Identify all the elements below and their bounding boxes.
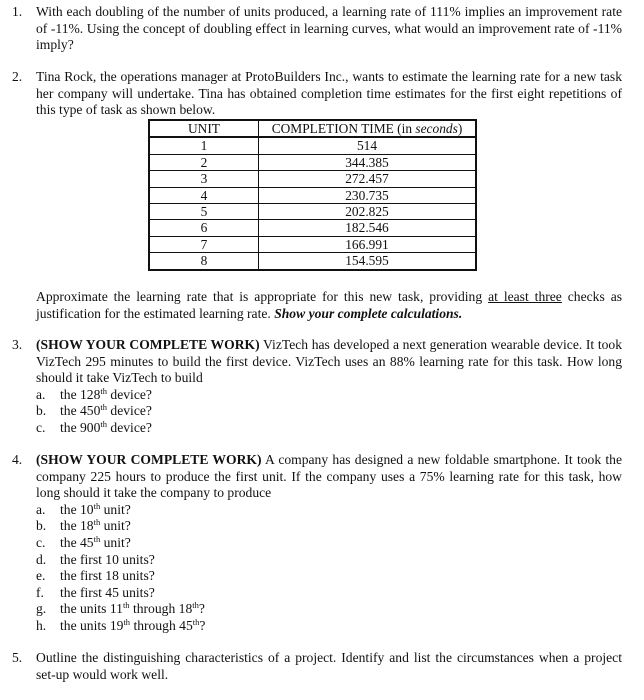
question-number: 1. — [12, 4, 23, 19]
question-text: With each doubling of the number of units produced, a learning rate of 111% implies an improvement rate of -11%. Using the concept of doubling effect in learning curves, what would an improvement rate of -11% imply? — [36, 4, 622, 53]
unit-cell: 6 — [149, 220, 259, 236]
list-item: b. the 18th unit? — [36, 517, 131, 534]
time-cell: 154.595 — [259, 253, 477, 270]
question-text: Outline the distinguishing characteristics of a project. Identify and list the circumstances when a project set-up would work well. — [36, 650, 622, 682]
question-number: 5. — [12, 650, 23, 665]
underlined-phrase: at least three — [488, 289, 562, 304]
question-text: (SHOW YOUR COMPLETE WORK) A company has designed a new foldable smartphone. It took the company 225 hours to produce the first unit. If the company uses a 75% learning rate for this task, how long should it take the company to produce — [36, 452, 622, 501]
list-item: d. the first 10 units? — [36, 551, 155, 567]
unit-cell: 3 — [149, 171, 259, 187]
table-row — [149, 236, 476, 252]
time-cell: 344.385 — [259, 154, 477, 170]
question-2 — [12, 69, 622, 119]
question-number: 3. — [12, 337, 23, 352]
question-2-followup — [12, 289, 622, 322]
sub-question-list — [36, 502, 622, 635]
list-item: c. the 45th unit? — [36, 533, 131, 550]
time-cell: 514 — [259, 137, 477, 154]
list-item: c. the 900th device? — [36, 418, 152, 435]
time-cell: 230.735 — [259, 187, 477, 203]
table-row — [149, 187, 476, 203]
table-row — [149, 137, 476, 154]
table-row — [149, 204, 476, 220]
time-cell: 182.546 — [259, 220, 477, 236]
question-5 — [12, 650, 622, 683]
question-intro: Tina Rock, the operations manager at ProtoBuilders Inc., wants to estimate the learning rate for a new task her company will undertake. Tina has obtained completion time estimates for the first eight repetitions of this type of task as shown below. — [36, 69, 622, 118]
table-row — [149, 220, 476, 236]
question-number: 4. — [12, 452, 23, 467]
bold-instruction: (SHOW YOUR COMPLETE WORK) — [36, 452, 262, 467]
emphasis-text: Show your complete calculations. — [274, 305, 463, 321]
unit-cell: 8 — [149, 253, 259, 270]
unit-cell: 7 — [149, 236, 259, 252]
completion-time-table — [148, 119, 477, 271]
question-4 — [12, 452, 622, 635]
list-item: b. the 450th device? — [36, 402, 152, 419]
question-followup-text: Approximate the learning rate that is appropriate for this new task, providing at least three checks as justification for the estimated learning rate. Show your complete calculations. — [36, 289, 623, 321]
column-header-unit: UNIT — [149, 120, 259, 137]
list-item: g. the units 11th through 18th? — [36, 600, 205, 617]
column-header-completion-time: COMPLETION TIME (in seconds) — [259, 120, 477, 137]
unit-cell: 1 — [149, 137, 259, 154]
sub-question-list — [36, 387, 622, 437]
table-row — [149, 154, 476, 170]
unit-cell: 5 — [149, 204, 259, 220]
list-item: f. the first 45 units? — [36, 584, 155, 600]
table-header-row — [149, 120, 476, 137]
table-row — [149, 171, 476, 187]
unit-cell: 2 — [149, 154, 259, 170]
time-cell: 202.825 — [259, 204, 477, 220]
list-item: h. the units 19th through 45th? — [36, 616, 206, 633]
time-cell: 166.991 — [259, 236, 477, 252]
question-1 — [12, 4, 622, 54]
question-text: (SHOW YOUR COMPLETE WORK) VizTech has developed a next generation wearable device. It took VizTech 295 minutes to build the first device. VizTech uses an 88% learning rate for this task. How long should it take VizTech to build — [36, 337, 622, 386]
question-number: 2. — [12, 69, 23, 84]
time-cell: 272.457 — [259, 171, 477, 187]
list-item: a. the 10th unit? — [36, 500, 131, 517]
bold-instruction: (SHOW YOUR COMPLETE WORK) — [36, 337, 260, 352]
table-row — [149, 253, 476, 270]
unit-cell: 4 — [149, 187, 259, 203]
list-item: e. the first 18 units? — [36, 568, 155, 584]
list-item: a. the 128th device? — [36, 385, 152, 402]
question-3 — [12, 337, 622, 437]
